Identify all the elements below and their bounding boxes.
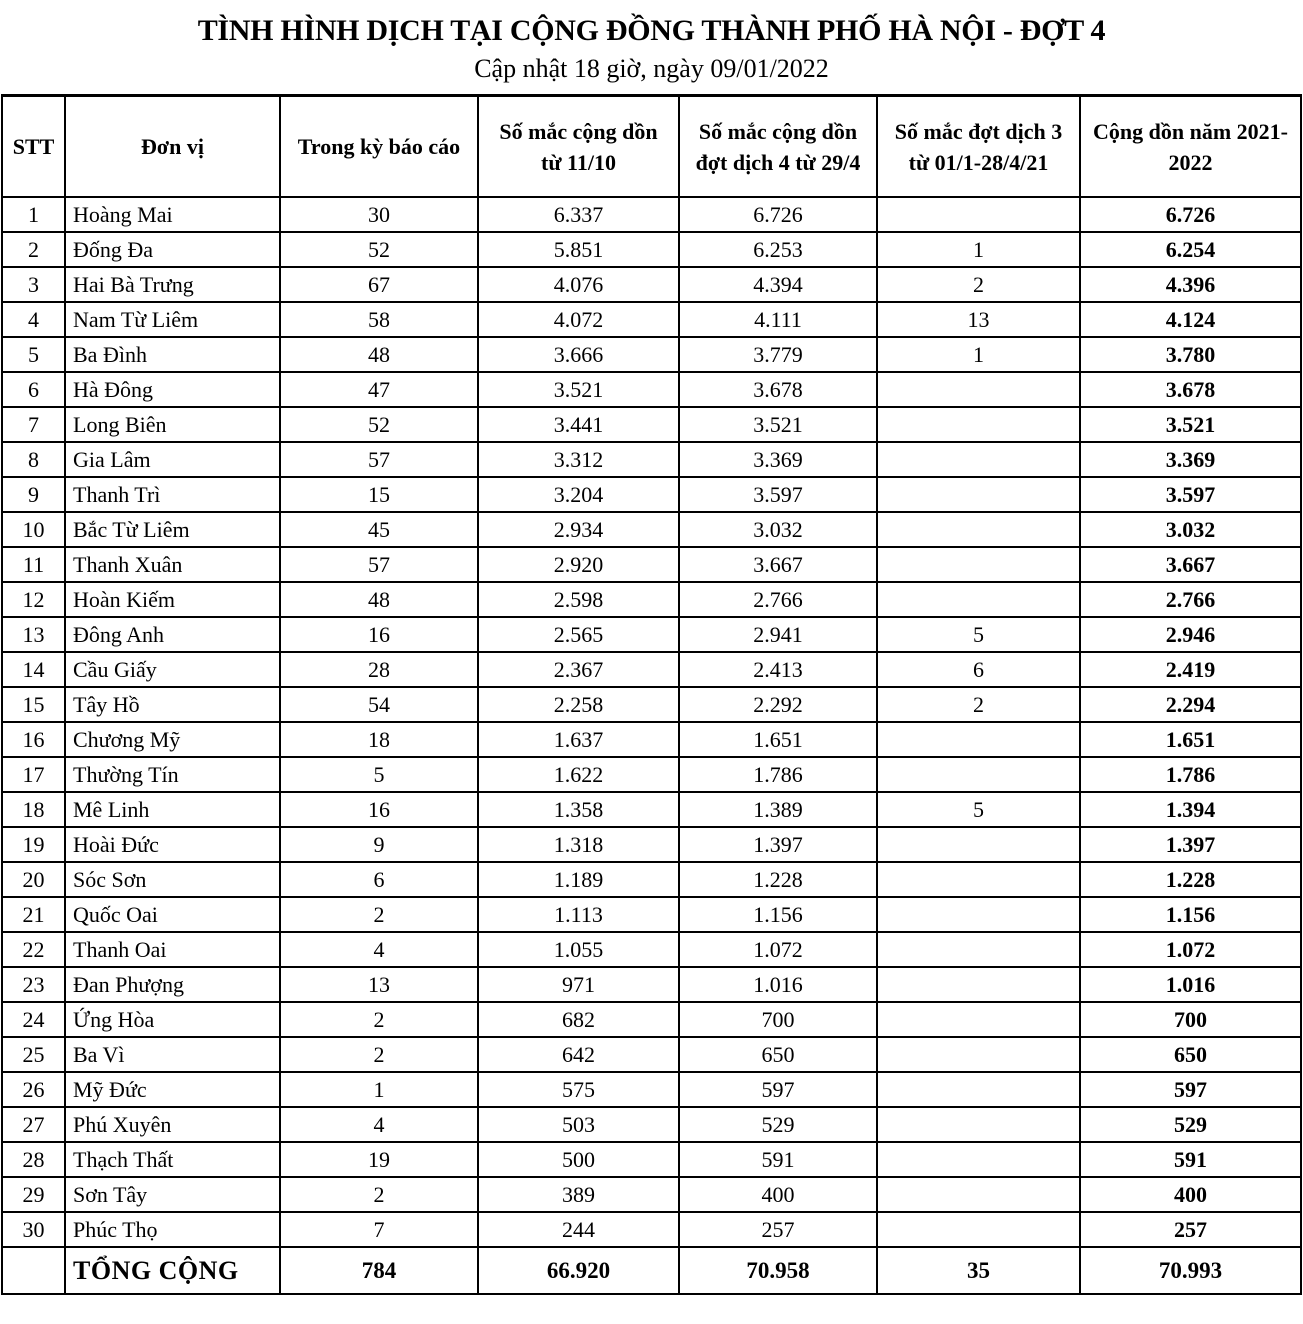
- page-title: TÌNH HÌNH DỊCH TẠI CỘNG ĐỒNG THÀNH PHỐ HÀ NỘI - ĐỢT 4: [197, 14, 1106, 47]
- cell-district-name: Ứng Hòa: [65, 1002, 280, 1037]
- cell-period-count: 5: [280, 757, 478, 792]
- table-row: [2, 932, 1301, 967]
- cell-wave4: 3.597: [679, 477, 877, 512]
- table-row: [2, 617, 1301, 652]
- cell-since-1110: 4.072: [478, 302, 679, 337]
- cell-stt: 19: [2, 827, 65, 862]
- cell-district-name: Mê Linh: [65, 792, 280, 827]
- table-row: [2, 1142, 1301, 1177]
- header-cumulative: Cộng dồn năm 2021-2022: [1080, 96, 1301, 198]
- total-row: [2, 1247, 1301, 1294]
- cell-wave3: 2: [877, 267, 1080, 302]
- cell-wave4: 1.397: [679, 827, 877, 862]
- cell-period-count: 4: [280, 932, 478, 967]
- cell-district-name: Hoàng Mai: [65, 197, 280, 232]
- cell-wave4: 591: [679, 1142, 877, 1177]
- cell-district-name: Gia Lâm: [65, 442, 280, 477]
- cell-wave3: [877, 862, 1080, 897]
- cell-period-count: 48: [280, 337, 478, 372]
- cell-cumulative: 3.521: [1080, 407, 1301, 442]
- cell-district-name: Đống Đa: [65, 232, 280, 267]
- cell-cumulative: 591: [1080, 1142, 1301, 1177]
- cell-period-count: 2: [280, 897, 478, 932]
- cell-stt: 30: [2, 1212, 65, 1247]
- cell-since-1110: 1.189: [478, 862, 679, 897]
- cell-since-1110: 682: [478, 1002, 679, 1037]
- cell-since-1110: 3.441: [478, 407, 679, 442]
- cell-district-name: Hoài Đức: [65, 827, 280, 862]
- cell-period-count: 58: [280, 302, 478, 337]
- table-row: [2, 547, 1301, 582]
- cell-period-count: 6: [280, 862, 478, 897]
- cell-stt: 21: [2, 897, 65, 932]
- page-subtitle: Cập nhật 18 giờ, ngày 09/01/2022: [474, 54, 829, 83]
- cell-since-1110: 642: [478, 1037, 679, 1072]
- cell-district-name: Hoàn Kiếm: [65, 582, 280, 617]
- cell-wave3: [877, 442, 1080, 477]
- cell-since-1110: 1.113: [478, 897, 679, 932]
- cell-since-1110: 1.358: [478, 792, 679, 827]
- cell-period-count: 2: [280, 1177, 478, 1212]
- cell-cumulative: 1.394: [1080, 792, 1301, 827]
- total-stt-empty: [2, 1247, 65, 1294]
- table-header: [2, 96, 1301, 198]
- header-since-1110: Số mắc cộng dồn từ 11/10: [478, 96, 679, 198]
- total-wave4: 70.958: [679, 1247, 877, 1294]
- cell-stt: 27: [2, 1107, 65, 1142]
- report-page: [0, 13, 1303, 1295]
- cell-stt: 14: [2, 652, 65, 687]
- cell-period-count: 57: [280, 547, 478, 582]
- cell-period-count: 54: [280, 687, 478, 722]
- cell-period-count: 18: [280, 722, 478, 757]
- cell-stt: 29: [2, 1177, 65, 1212]
- cell-stt: 6: [2, 372, 65, 407]
- cell-wave3: 5: [877, 617, 1080, 652]
- cell-cumulative: 400: [1080, 1177, 1301, 1212]
- cell-wave3: [877, 1212, 1080, 1247]
- table-row: [2, 197, 1301, 232]
- cell-cumulative: 257: [1080, 1212, 1301, 1247]
- table-row: [2, 372, 1301, 407]
- cell-wave4: 1.072: [679, 932, 877, 967]
- cell-period-count: 7: [280, 1212, 478, 1247]
- cell-wave3: [877, 967, 1080, 1002]
- cell-stt: 10: [2, 512, 65, 547]
- cell-stt: 8: [2, 442, 65, 477]
- cell-cumulative: 1.786: [1080, 757, 1301, 792]
- table-row: [2, 652, 1301, 687]
- cell-cumulative: 3.032: [1080, 512, 1301, 547]
- cell-since-1110: 3.204: [478, 477, 679, 512]
- cell-period-count: 15: [280, 477, 478, 512]
- cell-wave4: 2.941: [679, 617, 877, 652]
- cell-district-name: Mỹ Đức: [65, 1072, 280, 1107]
- cell-period-count: 52: [280, 407, 478, 442]
- cell-wave3: [877, 1107, 1080, 1142]
- cell-since-1110: 2.367: [478, 652, 679, 687]
- cell-since-1110: 2.920: [478, 547, 679, 582]
- cell-cumulative: 1.072: [1080, 932, 1301, 967]
- cell-wave3: 2: [877, 687, 1080, 722]
- cell-wave3: [877, 512, 1080, 547]
- table-row: [2, 862, 1301, 897]
- cell-since-1110: 575: [478, 1072, 679, 1107]
- cell-cumulative: 700: [1080, 1002, 1301, 1037]
- cell-wave4: 3.369: [679, 442, 877, 477]
- table-row: [2, 232, 1301, 267]
- cell-wave4: 1.786: [679, 757, 877, 792]
- cell-stt: 5: [2, 337, 65, 372]
- cell-district-name: Thanh Oai: [65, 932, 280, 967]
- cell-district-name: Thanh Trì: [65, 477, 280, 512]
- cell-since-1110: 500: [478, 1142, 679, 1177]
- header-stt: STT: [2, 96, 65, 198]
- cell-period-count: 4: [280, 1107, 478, 1142]
- cell-wave3: 13: [877, 302, 1080, 337]
- cell-period-count: 19: [280, 1142, 478, 1177]
- cell-district-name: Hai Bà Trưng: [65, 267, 280, 302]
- cell-cumulative: 6.254: [1080, 232, 1301, 267]
- cell-cumulative: 3.597: [1080, 477, 1301, 512]
- cell-cumulative: 3.780: [1080, 337, 1301, 372]
- table-footer: [2, 1247, 1301, 1294]
- cell-stt: 9: [2, 477, 65, 512]
- cell-since-1110: 2.258: [478, 687, 679, 722]
- header-wave4: Số mắc cộng dồn đợt dịch 4 từ 29/4: [679, 96, 877, 198]
- header-period: Trong kỳ báo cáo: [280, 96, 478, 198]
- cell-cumulative: 1.651: [1080, 722, 1301, 757]
- cell-stt: 2: [2, 232, 65, 267]
- cell-since-1110: 1.622: [478, 757, 679, 792]
- cell-period-count: 16: [280, 617, 478, 652]
- cell-district-name: Thanh Xuân: [65, 547, 280, 582]
- cell-cumulative: 2.419: [1080, 652, 1301, 687]
- cell-period-count: 52: [280, 232, 478, 267]
- cell-wave3: [877, 1037, 1080, 1072]
- cell-since-1110: 244: [478, 1212, 679, 1247]
- cell-stt: 23: [2, 967, 65, 1002]
- cell-since-1110: 3.312: [478, 442, 679, 477]
- cell-wave4: 3.521: [679, 407, 877, 442]
- covid-statistics-table: [1, 94, 1302, 1295]
- table-body: [2, 197, 1301, 1247]
- cell-period-count: 47: [280, 372, 478, 407]
- cell-since-1110: 971: [478, 967, 679, 1002]
- cell-wave3: [877, 757, 1080, 792]
- table-row: [2, 897, 1301, 932]
- cell-wave4: 3.032: [679, 512, 877, 547]
- cell-wave4: 2.766: [679, 582, 877, 617]
- cell-period-count: 67: [280, 267, 478, 302]
- cell-cumulative: 650: [1080, 1037, 1301, 1072]
- cell-cumulative: 4.396: [1080, 267, 1301, 302]
- cell-wave4: 1.651: [679, 722, 877, 757]
- cell-stt: 12: [2, 582, 65, 617]
- cell-stt: 25: [2, 1037, 65, 1072]
- cell-district-name: Cầu Giấy: [65, 652, 280, 687]
- cell-wave4: 2.413: [679, 652, 877, 687]
- cell-wave4: 3.779: [679, 337, 877, 372]
- table-row: [2, 722, 1301, 757]
- cell-wave4: 3.667: [679, 547, 877, 582]
- cell-district-name: Tây Hồ: [65, 687, 280, 722]
- table-row: [2, 1072, 1301, 1107]
- cell-wave3: [877, 827, 1080, 862]
- cell-since-1110: 1.318: [478, 827, 679, 862]
- cell-district-name: Phúc Thọ: [65, 1212, 280, 1247]
- cell-wave4: 257: [679, 1212, 877, 1247]
- cell-district-name: Sóc Sơn: [65, 862, 280, 897]
- cell-cumulative: 3.667: [1080, 547, 1301, 582]
- cell-cumulative: 1.156: [1080, 897, 1301, 932]
- cell-wave3: [877, 1177, 1080, 1212]
- table-row: [2, 1002, 1301, 1037]
- cell-cumulative: 2.294: [1080, 687, 1301, 722]
- cell-since-1110: 1.637: [478, 722, 679, 757]
- cell-wave4: 3.678: [679, 372, 877, 407]
- table-row: [2, 407, 1301, 442]
- cell-wave3: [877, 1072, 1080, 1107]
- table-row: [2, 1212, 1301, 1247]
- cell-period-count: 9: [280, 827, 478, 862]
- cell-district-name: Sơn Tây: [65, 1177, 280, 1212]
- table-row: [2, 512, 1301, 547]
- cell-stt: 3: [2, 267, 65, 302]
- cell-stt: 18: [2, 792, 65, 827]
- cell-stt: 26: [2, 1072, 65, 1107]
- cell-period-count: 57: [280, 442, 478, 477]
- cell-wave3: 1: [877, 337, 1080, 372]
- cell-stt: 1: [2, 197, 65, 232]
- cell-district-name: Ba Vì: [65, 1037, 280, 1072]
- cell-district-name: Nam Từ Liêm: [65, 302, 280, 337]
- cell-stt: 20: [2, 862, 65, 897]
- cell-wave4: 1.228: [679, 862, 877, 897]
- cell-period-count: 16: [280, 792, 478, 827]
- table-row: [2, 792, 1301, 827]
- cell-wave4: 400: [679, 1177, 877, 1212]
- cell-district-name: Thường Tín: [65, 757, 280, 792]
- total-label: TỔNG CỘNG: [65, 1247, 280, 1294]
- cell-cumulative: 1.016: [1080, 967, 1301, 1002]
- table-row: [2, 477, 1301, 512]
- cell-since-1110: 4.076: [478, 267, 679, 302]
- cell-wave3: [877, 197, 1080, 232]
- cell-wave3: [877, 582, 1080, 617]
- cell-wave3: [877, 1002, 1080, 1037]
- table-row: [2, 267, 1301, 302]
- cell-cumulative: 1.397: [1080, 827, 1301, 862]
- cell-wave4: 597: [679, 1072, 877, 1107]
- table-row: [2, 1037, 1301, 1072]
- table-row: [2, 827, 1301, 862]
- cell-since-1110: 389: [478, 1177, 679, 1212]
- cell-period-count: 30: [280, 197, 478, 232]
- cell-wave3: [877, 897, 1080, 932]
- cell-stt: 11: [2, 547, 65, 582]
- table-row: [2, 582, 1301, 617]
- cell-district-name: Chương Mỹ: [65, 722, 280, 757]
- cell-cumulative: 3.678: [1080, 372, 1301, 407]
- cell-since-1110: 3.521: [478, 372, 679, 407]
- cell-stt: 28: [2, 1142, 65, 1177]
- cell-stt: 24: [2, 1002, 65, 1037]
- cell-period-count: 45: [280, 512, 478, 547]
- total-since-1110: 66.920: [478, 1247, 679, 1294]
- cell-district-name: Ba Đình: [65, 337, 280, 372]
- cell-wave4: 2.292: [679, 687, 877, 722]
- cell-since-1110: 2.934: [478, 512, 679, 547]
- cell-wave4: 4.111: [679, 302, 877, 337]
- total-period: 784: [280, 1247, 478, 1294]
- cell-period-count: 48: [280, 582, 478, 617]
- table-row: [2, 687, 1301, 722]
- cell-wave4: 4.394: [679, 267, 877, 302]
- table-row: [2, 967, 1301, 1002]
- cell-district-name: Đông Anh: [65, 617, 280, 652]
- cell-wave3: 1: [877, 232, 1080, 267]
- cell-since-1110: 2.565: [478, 617, 679, 652]
- cell-district-name: Đan Phượng: [65, 967, 280, 1002]
- cell-wave4: 1.389: [679, 792, 877, 827]
- cell-wave3: 5: [877, 792, 1080, 827]
- cell-cumulative: 6.726: [1080, 197, 1301, 232]
- cell-stt: 16: [2, 722, 65, 757]
- cell-wave3: [877, 932, 1080, 967]
- cell-wave4: 6.253: [679, 232, 877, 267]
- cell-wave4: 529: [679, 1107, 877, 1142]
- cell-cumulative: 529: [1080, 1107, 1301, 1142]
- header-row: [2, 96, 1301, 198]
- cell-wave3: [877, 547, 1080, 582]
- cell-district-name: Phú Xuyên: [65, 1107, 280, 1142]
- cell-stt: 22: [2, 932, 65, 967]
- cell-wave4: 6.726: [679, 197, 877, 232]
- cell-district-name: Quốc Oai: [65, 897, 280, 932]
- cell-since-1110: 6.337: [478, 197, 679, 232]
- cell-wave3: [877, 1142, 1080, 1177]
- cell-district-name: Long Biên: [65, 407, 280, 442]
- cell-period-count: 2: [280, 1002, 478, 1037]
- cell-stt: 17: [2, 757, 65, 792]
- cell-wave4: 700: [679, 1002, 877, 1037]
- cell-cumulative: 597: [1080, 1072, 1301, 1107]
- table-row: [2, 302, 1301, 337]
- cell-wave4: 1.156: [679, 897, 877, 932]
- cell-wave3: 6: [877, 652, 1080, 687]
- total-cumulative: 70.993: [1080, 1247, 1301, 1294]
- table-row: [2, 757, 1301, 792]
- cell-cumulative: 4.124: [1080, 302, 1301, 337]
- cell-wave3: [877, 477, 1080, 512]
- total-wave3: 35: [877, 1247, 1080, 1294]
- cell-district-name: Thạch Thất: [65, 1142, 280, 1177]
- cell-stt: 13: [2, 617, 65, 652]
- cell-since-1110: 503: [478, 1107, 679, 1142]
- cell-since-1110: 3.666: [478, 337, 679, 372]
- header-wave3: Số mắc đợt dịch 3 từ 01/1-28/4/21: [877, 96, 1080, 198]
- cell-wave4: 650: [679, 1037, 877, 1072]
- cell-cumulative: 3.369: [1080, 442, 1301, 477]
- cell-wave3: [877, 372, 1080, 407]
- cell-district-name: Bắc Từ Liêm: [65, 512, 280, 547]
- cell-stt: 15: [2, 687, 65, 722]
- cell-since-1110: 5.851: [478, 232, 679, 267]
- cell-period-count: 2: [280, 1037, 478, 1072]
- cell-cumulative: 1.228: [1080, 862, 1301, 897]
- cell-stt: 7: [2, 407, 65, 442]
- cell-cumulative: 2.946: [1080, 617, 1301, 652]
- cell-cumulative: 2.766: [1080, 582, 1301, 617]
- table-row: [2, 442, 1301, 477]
- cell-period-count: 13: [280, 967, 478, 1002]
- cell-period-count: 1: [280, 1072, 478, 1107]
- table-row: [2, 1177, 1301, 1212]
- cell-district-name: Hà Đông: [65, 372, 280, 407]
- header-district: Đơn vị: [65, 96, 280, 198]
- table-row: [2, 1107, 1301, 1142]
- cell-since-1110: 2.598: [478, 582, 679, 617]
- cell-stt: 4: [2, 302, 65, 337]
- cell-period-count: 28: [280, 652, 478, 687]
- cell-since-1110: 1.055: [478, 932, 679, 967]
- table-row: [2, 337, 1301, 372]
- cell-wave4: 1.016: [679, 967, 877, 1002]
- cell-wave3: [877, 407, 1080, 442]
- cell-wave3: [877, 722, 1080, 757]
